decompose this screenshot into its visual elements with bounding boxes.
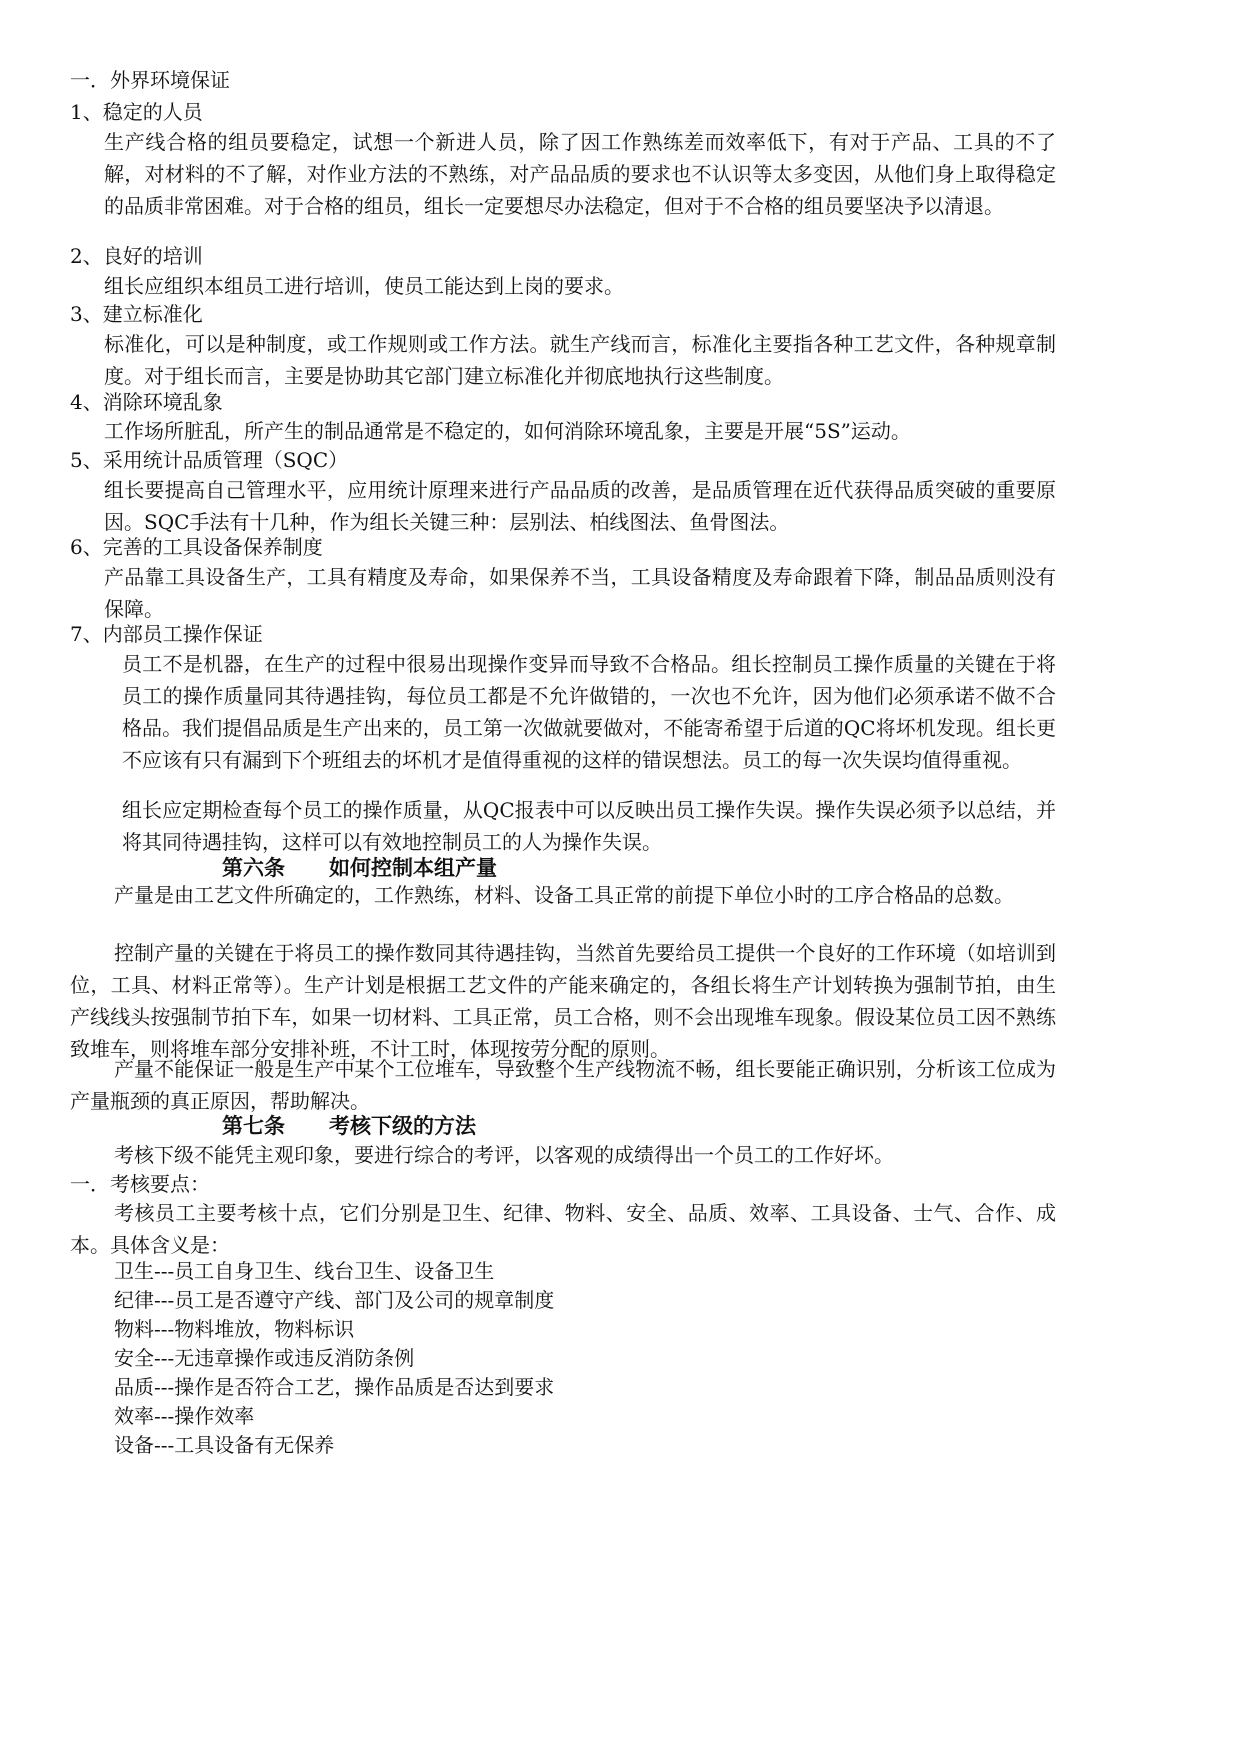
list-item: 设备---工具设备有无保养 (114, 1433, 335, 1457)
item-3-title: 3、建立标准化 (70, 302, 203, 326)
article-7-heading (222, 1110, 476, 1142)
section-heading: 一．外界环境保证 (70, 68, 230, 92)
article-7-title: 考核下级的方法 (329, 1113, 476, 1138)
article-7-number: 第七条 (222, 1113, 285, 1138)
item-5-body: 组长要提高自己管理水平，应用统计原理来进行产品品质的改善，是品质管理在近代获得品质突破的重要原因。SQC手法有十几种，作为组长关键三种：层别法、柏线图法、鱼骨图法。 (104, 478, 1056, 534)
article-7-points-intro: 考核员工主要考核十点，它们分别是卫生、纪律、物料、安全、品质、效率、工具设备、士气、合作、成本。具体含义是： (70, 1201, 1056, 1257)
article-6-paragraph-3: 产量不能保证一般是生产中某个工位堆车，导致整个生产线物流不畅，组长要能正确识别，分析该工位成为产量瓶颈的真正原因，帮助解决。 (70, 1057, 1056, 1113)
item-7-body-1: 员工不是机器，在生产的过程中很易出现操作变异而导致不合格品。组长控制员工操作质量的关键在于将员工的操作质量同其待遇挂钩，每位员工都是不允许做错的，一次也不允许，因为他们必须承诺不做不合格品。我们提倡品质是生产出来的，员工第一次做就要做对，不能寄希望于后道的QC将坏机发现。组长更不应该有只有漏到下个班组去的坏机才是值得重视的这样的错误想法。员工的每一次失误均值得重视。 (122, 652, 1056, 772)
list-item: 效率---操作效率 (114, 1404, 255, 1428)
item-4-title: 4、消除环境乱象 (70, 390, 223, 414)
list-item: 物料---物料堆放，物料标识 (114, 1317, 355, 1341)
list-item: 卫生---员工自身卫生、线台卫生、设备卫生 (114, 1259, 495, 1283)
item-5-title: 5、采用统计品质管理（SQC） (70, 448, 349, 472)
item-1-title: 1、稳定的人员 (70, 100, 203, 124)
item-2-body: 组长应组织本组员工进行培训，使员工能达到上岗的要求。 (104, 274, 624, 298)
item-3-body: 标准化，可以是种制度，或工作规则或工作方法。就生产线而言，标准化主要指各种工艺文件，各种规章制度。对于组长而言，主要是协助其它部门建立标准化并彻底地执行这些制度。 (104, 332, 1056, 388)
item-1-body: 生产线合格的组员要稳定，试想一个新进人员，除了因工作熟练差而效率低下，有对于产品、工具的不了解，对材料的不了解，对作业方法的不熟练，对产品品质的要求也不认识等太多变因，从他们身上取得稳定的品质非常困难。对于合格的组员，组长一定要想尽办法稳定，但对于不合格的组员要坚决予以清退。 (104, 130, 1056, 218)
list-item: 纪律---员工是否遵守产线、部门及公司的规章制度 (114, 1288, 555, 1312)
list-item: 安全---无违章操作或违反消防条例 (114, 1346, 415, 1370)
item-4-body: 工作场所脏乱，所产生的制品通常是不稳定的，如何消除环境乱象，主要是开展“5S”运动。 (104, 419, 911, 443)
item-7-title: 7、内部员工操作保证 (70, 622, 263, 646)
article-6-title: 如何控制本组产量 (329, 855, 497, 880)
article-7-sub-heading: 一．考核要点： (70, 1172, 210, 1196)
article-6-paragraph-2: 控制产量的关键在于将员工的操作数同其待遇挂钩，当然首先要给员工提供一个良好的工作环境（如培训到位，工具、材料正常等）。生产计划是根据工艺文件的产能来确定的，各组长将生产计划转换为强制节拍，由生产线线头按强制节拍下车，如果一切材料、工具正常，员工合格，则不会出现堆车现象。假设某位员工因不熟练致堆车，则将堆车部分安排补班，不计工时，体现按劳分配的原则。 (70, 941, 1056, 1061)
list-item: 品质---操作是否符合工艺，操作品质是否达到要求 (114, 1375, 555, 1399)
item-7-body-2: 组长应定期检查每个员工的操作质量，从QC报表中可以反映出员工操作失误。操作失误必须予以总结，并将其同待遇挂钩，这样可以有效地控制员工的人为操作失误。 (122, 798, 1056, 854)
article-6-paragraph-1: 产量是由工艺文件所确定的，工作熟练，材料、设备工具正常的前提下单位小时的工序合格品的总数。 (114, 883, 1014, 907)
item-2-title: 2、良好的培训 (70, 244, 203, 268)
article-7-intro: 考核下级不能凭主观印象，要进行综合的考评，以客观的成绩得出一个员工的工作好坏。 (114, 1143, 894, 1167)
item-6-title: 6、完善的工具设备保养制度 (70, 535, 323, 559)
item-6-body: 产品靠工具设备生产，工具有精度及寿命，如果保养不当，工具设备精度及寿命跟着下降，制品品质则没有保障。 (104, 565, 1056, 621)
article-6-number: 第六条 (222, 855, 285, 880)
